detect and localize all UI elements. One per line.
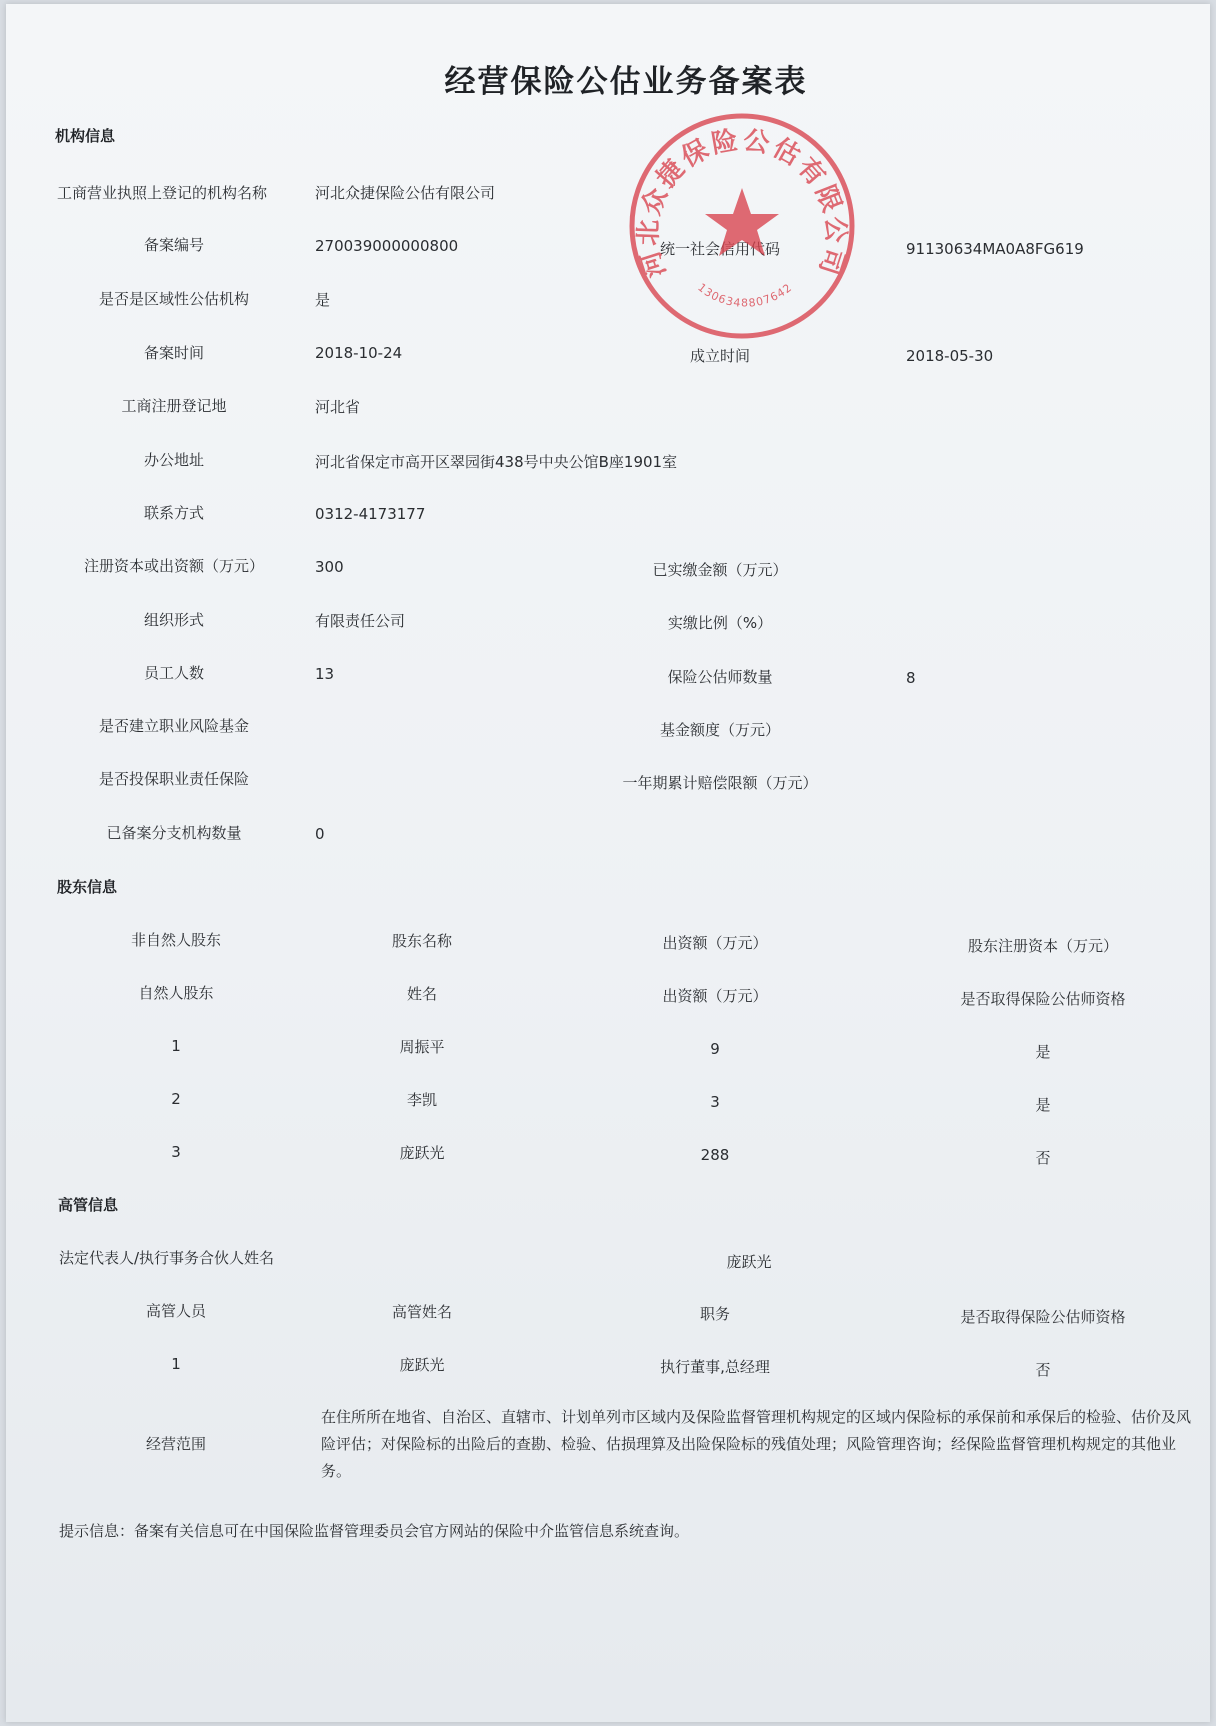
annual-limit-label: 一年期累计赔偿限额（万元） xyxy=(622,774,818,792)
capital-label: 注册资本或出资额（万元） xyxy=(83,557,265,575)
contact-value: 0312-4173177 xyxy=(315,505,426,523)
seal-arc-textpath: 河北众捷保险公估有限公司 xyxy=(633,125,851,282)
exec-qualified: 否 xyxy=(1035,1361,1051,1379)
risk-fund-label: 是否建立职业风险基金 xyxy=(98,717,250,735)
exec-name-header: 高管姓名 xyxy=(391,1303,453,1321)
credit-code-value: 91130634MA0A8FG619 xyxy=(906,240,1084,258)
shareholder-name: 庞跃光 xyxy=(399,1144,445,1162)
record-time-value: 2018-10-24 xyxy=(315,344,403,362)
established-value: 2018-05-30 xyxy=(906,347,994,365)
reg-place-value: 河北省 xyxy=(315,398,361,416)
row-number: 1 xyxy=(171,1037,181,1055)
shareholder-name-header: 股东名称 xyxy=(391,932,453,950)
shareholder-capital-header: 股东注册资本（万元） xyxy=(967,937,1119,955)
capital-value: 300 xyxy=(315,558,344,576)
document-sheet xyxy=(6,4,1210,1722)
business-scope-label: 经营范围 xyxy=(145,1435,207,1453)
regional-label: 是否是区域性公估机构 xyxy=(98,290,250,308)
paid-ratio-label: 实缴比例（%） xyxy=(667,614,773,632)
branches-label: 已备案分支机构数量 xyxy=(106,824,242,842)
seal-number-text xyxy=(695,281,794,310)
established-label: 成立时间 xyxy=(689,347,751,365)
business-scope-value: 在住所所在地省、自治区、直辖市、计划单列市区域内及保险监督管理机构规定的区域内保险标的承保前和承保后的检验、估价及风险评估；对保险标的出险后的查勘、检验、估损理算及出险保险标的残值处理；风险管理咨询；经保险监督管理机构规定的其他业务。 xyxy=(321,1408,1192,1480)
shareholder-amount: 3 xyxy=(710,1093,720,1111)
row-number: 1 xyxy=(171,1355,181,1373)
shareholder-qualified: 是 xyxy=(1035,1043,1051,1061)
fund-amount-label: 基金额度（万元） xyxy=(659,721,781,739)
shareholder-name: 周振平 xyxy=(399,1038,445,1056)
org-form-label: 组织形式 xyxy=(143,611,205,629)
branches-value: 0 xyxy=(315,825,325,843)
org-name-label: 工商营业执照上登记的机构名称 xyxy=(57,184,268,202)
natural-shareholder-label: 自然人股东 xyxy=(138,984,214,1002)
row-number: 3 xyxy=(171,1143,181,1161)
exec-person-header: 高管人员 xyxy=(145,1302,207,1320)
notice-text: 提示信息：备案有关信息可在中国保险监督管理委员会官方网站的保险中介监管信息系统查询。 xyxy=(59,1522,690,1540)
seal-number-textpath: 1306348807642 xyxy=(695,280,795,310)
legal-rep-value: 庞跃光 xyxy=(726,1253,772,1271)
address-label: 办公地址 xyxy=(143,451,205,469)
natural-amount-header: 出资额（万元） xyxy=(662,987,768,1005)
regional-value: 是 xyxy=(315,291,331,309)
shareholder-name: 李凯 xyxy=(406,1091,438,1109)
section-shareholders: 股东信息 xyxy=(57,878,118,896)
org-name-value: 河北众捷保险公估有限公司 xyxy=(315,184,496,202)
address-value: 河北省保定市高开区翠园街438号中央公馆B座1901室 xyxy=(315,453,678,471)
shareholder-qualified: 否 xyxy=(1035,1149,1051,1167)
natural-qualified-header: 是否取得保险公估师资格 xyxy=(960,990,1126,1008)
company-seal-stamp xyxy=(624,108,860,344)
document-title: 经营保险公估业务备案表 xyxy=(444,64,808,100)
non-natural-shareholder-label: 非自然人股东 xyxy=(130,931,222,949)
assessors-label: 保险公估师数量 xyxy=(667,668,773,686)
shareholder-amount-header: 出资额（万元） xyxy=(662,934,768,952)
exec-qualified-header: 是否取得保险公估师资格 xyxy=(960,1308,1126,1326)
shareholder-qualified: 是 xyxy=(1035,1096,1051,1114)
liability-label: 是否投保职业责任保险 xyxy=(98,770,250,788)
paid-label: 已实缴金额（万元） xyxy=(652,561,788,579)
exec-position: 执行董事,总经理 xyxy=(660,1358,770,1376)
exec-name: 庞跃光 xyxy=(399,1356,445,1374)
record-time-label: 备案时间 xyxy=(143,344,205,362)
shareholder-amount: 9 xyxy=(710,1040,720,1058)
record-no-label: 备案编号 xyxy=(143,236,205,254)
reg-place-label: 工商注册登记地 xyxy=(121,397,227,415)
section-org-info: 机构信息 xyxy=(55,127,116,145)
staff-value: 13 xyxy=(315,665,335,683)
credit-code-label: 统一社会信用代码 xyxy=(659,240,781,258)
shareholder-amount: 288 xyxy=(700,1146,730,1164)
row-number: 2 xyxy=(171,1090,181,1108)
contact-label: 联系方式 xyxy=(143,504,205,522)
section-executives: 高管信息 xyxy=(58,1196,119,1214)
staff-label: 员工人数 xyxy=(143,664,205,682)
seal-star-icon xyxy=(705,188,779,256)
natural-name-header: 姓名 xyxy=(406,985,438,1003)
record-no-value: 270039000000800 xyxy=(315,237,459,255)
exec-position-header: 职务 xyxy=(699,1305,731,1323)
org-form-value: 有限责任公司 xyxy=(315,612,406,630)
legal-rep-label: 法定代表人/执行事务合伙人姓名 xyxy=(59,1249,275,1267)
assessors-value: 8 xyxy=(906,669,916,687)
